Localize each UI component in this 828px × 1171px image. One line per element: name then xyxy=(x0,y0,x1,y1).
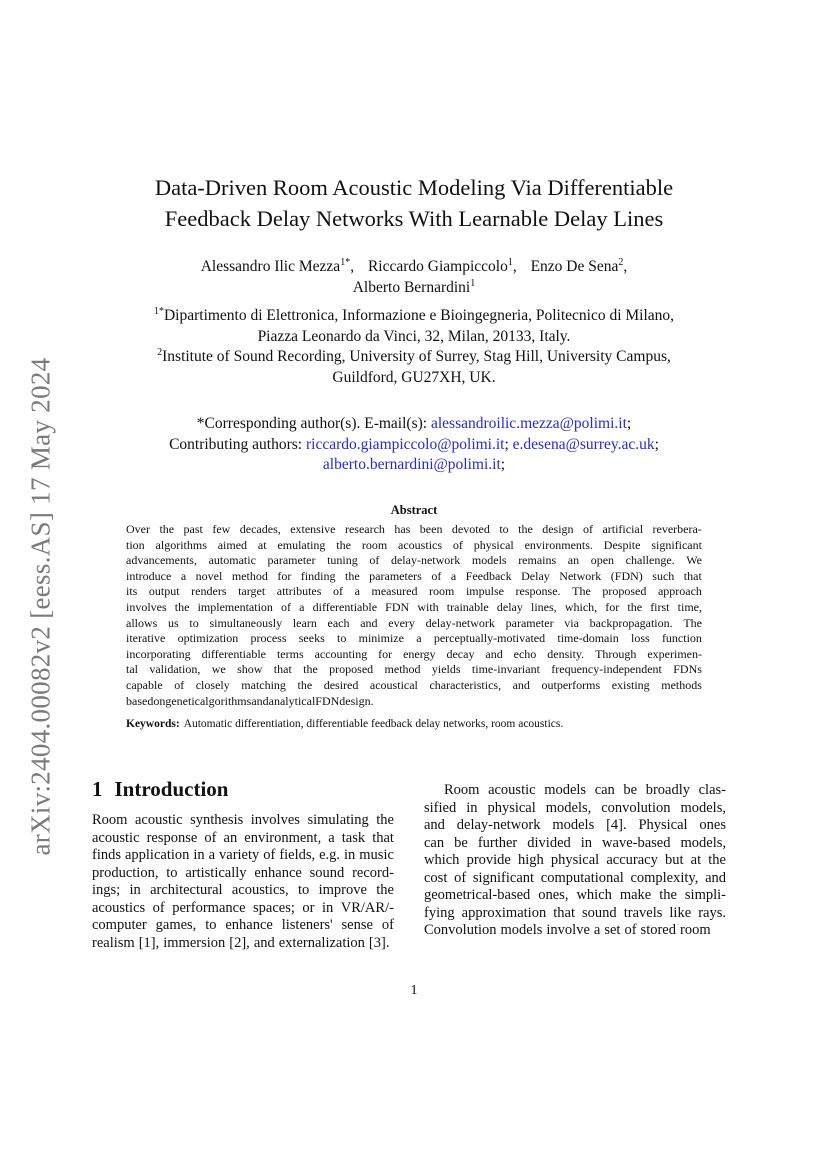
author-name: Alessandro Ilic Mezza xyxy=(200,258,341,275)
author-sep: , xyxy=(350,258,355,275)
affiliation-line: Institute of Sound Recording, University of Surrey, Stag Hill, University Campus, xyxy=(162,348,671,365)
author-list xyxy=(100,256,728,298)
affiliation-sup: 2 xyxy=(157,347,163,358)
text-line: its output renders target attributes of a measured room impulse response. The proposed approach xyxy=(126,584,702,599)
text-line: acoustics of performance spaces; or in VR/AR/- xyxy=(92,899,394,916)
keywords-text: Automatic differentiation, differentiable feedback delay networks, room acoustics. xyxy=(183,718,564,730)
body-column-right xyxy=(424,782,726,940)
text-line: iterative optimization process seeks to minimize a perceptually-motivated time-domain loss function xyxy=(126,631,702,646)
section-title: Introduction xyxy=(114,777,229,801)
text-line: production, to artistically enhance sound record- xyxy=(92,864,394,881)
affiliation-sup: 1* xyxy=(153,306,164,317)
paper-title xyxy=(100,172,728,234)
text-line: which provide high physical accuracy but at the xyxy=(424,852,726,868)
text-line: computer games, to enhance listeners' sense of xyxy=(92,917,394,933)
arxiv-stamp-text: arXiv:2404.00082v2 [eess.AS] 17 May 2024 xyxy=(25,357,56,855)
text-line: acoustic response of an environment, a task that xyxy=(92,829,394,846)
text-line: incorporating differentiable terms accounting for energy decay and echo density. Through experimen- xyxy=(126,646,702,661)
text-line: Room acoustic models can be broadly clas- xyxy=(444,782,726,798)
text-line: Over the past few decades, extensive research has been devoted to the design of artificial reverbera- xyxy=(126,522,702,536)
author-sup: 2 xyxy=(618,257,624,268)
text-line: tal validation, we show that the proposed method yields time-invariant frequency-independent FDNs xyxy=(126,662,702,677)
corresponding-label: *Corresponding author(s). E-mail(s): xyxy=(196,415,428,432)
text-line: fying approximation that sound travels like rays. xyxy=(424,904,726,921)
author-sup: 1 xyxy=(507,257,513,268)
text-line: finds application in a variety of fields, e.g. in music xyxy=(92,847,394,863)
text-line: involves the implementation of a differentiable FDN with trainable delay lines, which, for the first time, xyxy=(126,599,702,614)
title-line: Feedback Delay Networks With Learnable Delay Lines xyxy=(164,206,664,231)
abstract-body xyxy=(126,522,702,709)
affiliations xyxy=(100,306,728,388)
section-number: 1 xyxy=(92,777,103,801)
title-line: Data-Driven Room Acoustic Modeling Via Differentiable xyxy=(154,175,674,200)
text-line: geometrical-based ones, which make the simpli- xyxy=(424,887,726,903)
abstract-heading: Abstract xyxy=(390,503,438,517)
text-line: ings; in architectural acoustics, to improve the xyxy=(92,882,394,898)
text-line: advancements, automatic parameter tuning of delay-network models remains an open challenge. We xyxy=(126,553,702,568)
author-sup: 1* xyxy=(340,257,351,268)
text-line: and delay-network models [4]. Physical ones xyxy=(424,817,726,833)
contributor-email-link[interactable]: e.desena@surrey.ac.uk xyxy=(512,435,655,453)
text-line: sified in physical models, convolution models, xyxy=(424,799,726,816)
author-name: Enzo De Sena xyxy=(530,258,619,275)
text-line: can be further divided in wave-based models, xyxy=(424,834,726,851)
text-line: cost of significant computational complexity, and xyxy=(424,869,726,886)
text-line: tion algorithms aimed at emulating the room acoustics of physical environments. Despite significant xyxy=(126,537,702,552)
affiliation-line: Dipartimento di Elettronica, Informazione e Bioingegneria, Politecnico di Milano, xyxy=(163,307,675,324)
author-sup: 1 xyxy=(470,278,476,289)
text-line: Room acoustic synthesis involves simulating the xyxy=(92,812,394,828)
affiliation-line: Guildford, GU27XH, UK. xyxy=(332,368,496,386)
author-sep: , xyxy=(512,258,517,275)
text-line: allows us to simultaneously learn each and every delay-network parameter via backpropagation. The xyxy=(126,615,702,630)
text-line: Convolution models involve a set of stored room xyxy=(424,922,711,938)
text-line: based on genetic algorithms and analytical FDN design. xyxy=(126,693,374,708)
contributor-email-link[interactable]: alberto.bernardini@polimi.it xyxy=(322,456,501,473)
correspondence: *Corresponding author(s). E-mail(s): alessandroilic.mezza@polimi.it; Contributing authors: riccardo.giampiccolo@polimi.it; e.desena@surrey.ac.uk; alberto.bernardini@polimi.it; xyxy=(169,415,659,473)
text-line: introduce a novel method for finding the parameters of a Feedback Delay Network (FDN) such that xyxy=(126,568,702,583)
text-line: realism [1], immersion [2], and externalization [3]. xyxy=(92,934,390,951)
corresponding-email-link[interactable]: alessandroilic.mezza@polimi.it xyxy=(430,415,627,432)
author-name: Riccardo Giampiccolo xyxy=(367,258,508,275)
keywords xyxy=(126,718,702,730)
contributor-email-link[interactable]: riccardo.giampiccolo@polimi.it xyxy=(305,435,505,453)
text-line: capable of closely matching the desired acoustical characteristics, and outperforms existing methods xyxy=(126,677,702,692)
arxiv-stamp xyxy=(20,346,62,866)
author-sep: , xyxy=(623,258,628,275)
body-column-left xyxy=(92,812,394,952)
keywords-label: Keywords: xyxy=(126,718,180,730)
author-name: Alberto Bernardini xyxy=(352,279,471,296)
affiliation-line: Piazza Leonardo da Vinci, 32, Milan, 20133, Italy. xyxy=(257,327,571,345)
page-number: 1 xyxy=(410,983,418,998)
section-heading xyxy=(92,777,228,802)
contributing-label: Contributing authors: xyxy=(169,435,303,453)
